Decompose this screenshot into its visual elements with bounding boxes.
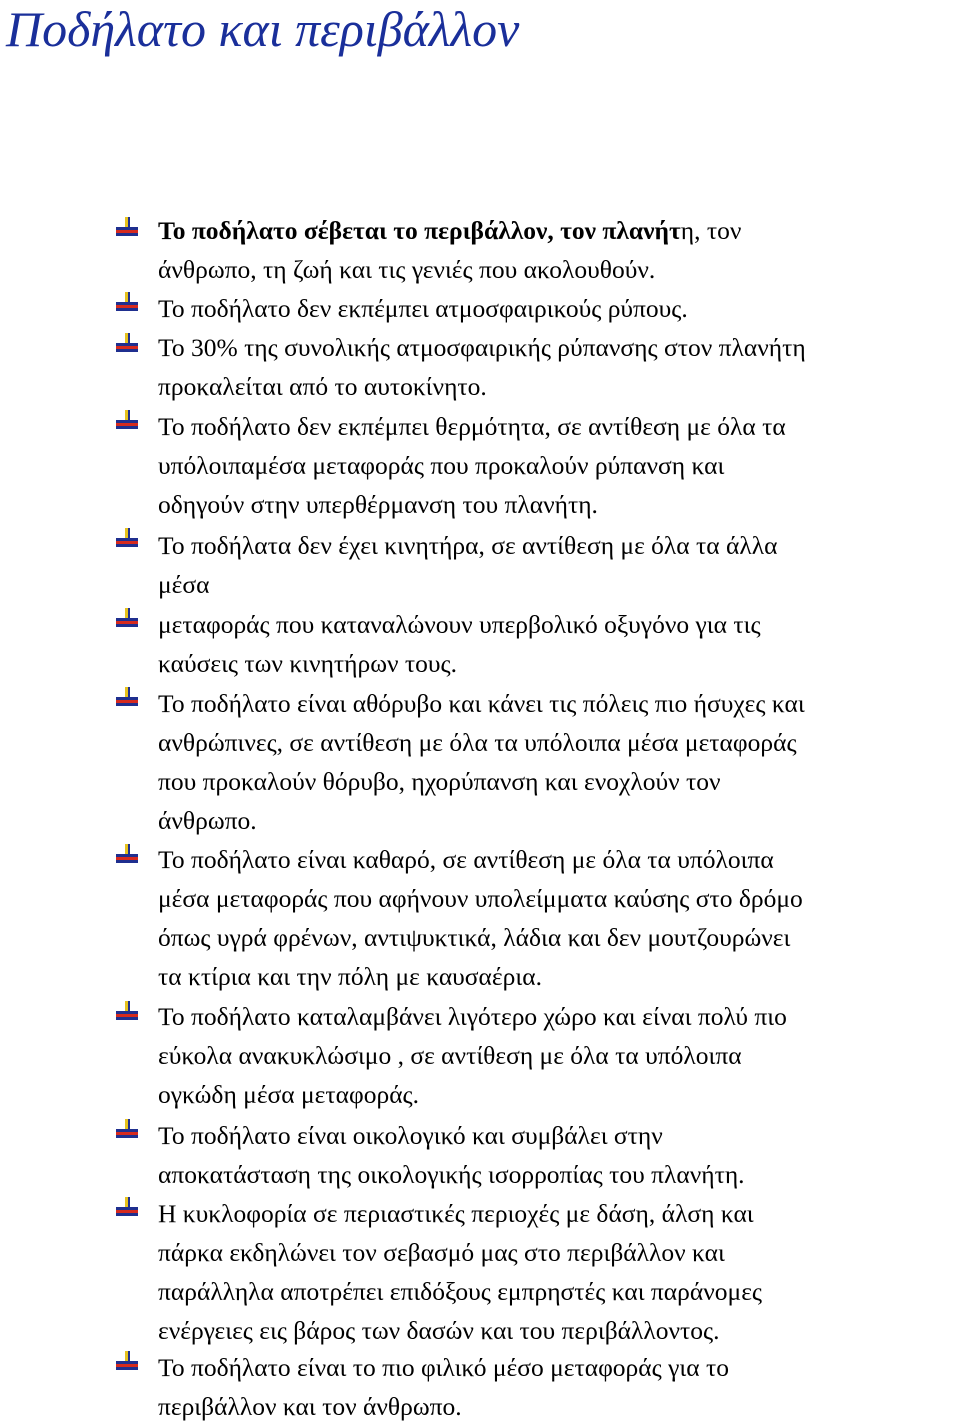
item-line: Το ποδήλατα δεν έχει κινητήρα, σε αντίθεση με όλα τα άλλα (158, 531, 778, 560)
bullet-icon (114, 608, 140, 632)
item-line: Το ποδήλατο δεν εκπέμπει ατμοσφαιρικούς ρύπους. (158, 294, 688, 323)
item-line: παράλληλα αποτρέπει επιδόξους εμπρηστές και παράνομες (158, 1277, 763, 1306)
item-line: πάρκα εκδηλώνει τον σεβασμό μας στο περιβάλλον και (158, 1238, 725, 1267)
bullet-icon (114, 528, 140, 552)
item-line (158, 211, 958, 250)
item-line: εύκολα ανακυκλώσιμο , σε αντίθεση με όλα τα υπόλοιπα (158, 1041, 742, 1070)
item-line: καύσεις των κινητήρων τους. (158, 649, 458, 678)
bullet-icon (114, 217, 140, 241)
bullet-icon (114, 1351, 140, 1375)
bullet-icon (114, 292, 140, 316)
item-line: Το ποδήλατο είναι το πιο φιλικό μέσο μεταφοράς για το (158, 1353, 729, 1382)
item-line: τα κτίρια και την πόλη με καυσαέρια. (158, 962, 542, 991)
item-line: προκαλείται από το αυτοκίνητο. (158, 372, 487, 401)
bullet-icon (114, 1197, 140, 1221)
bullet-icon (114, 333, 140, 357)
item-line: όπως υγρά φρένων, αντιψυκτικά, λάδια και δεν μουτζουρώνει (158, 923, 791, 952)
item-line: Το 30% της συνολικής ατμοσφαιρικής ρύπανσης στον πλανήτη (158, 333, 806, 362)
item-line: Το ποδήλατο είναι καθαρό, σε αντίθεση με όλα τα υπόλοιπα (158, 845, 774, 874)
item-line: Η κυκλοφορία σε περιαστικές περιοχές με δάση, άλση και (158, 1199, 754, 1228)
item-line: ανθρώπινες, σε αντίθεση με όλα τα υπόλοιπα μέσα μεταφοράς (158, 728, 797, 757)
item-line: άνθρωπο, τη ζωή και τις γενιές που ακολουθούν. (158, 255, 656, 284)
item-line: οδηγούν στην υπερθέρμανση του πλανήτη. (158, 490, 598, 519)
item-line: υπόλοιπαμέσα μεταφοράς που προκαλούν ρύπανση και (158, 451, 725, 480)
item-line: Το ποδήλατο είναι αθόρυβο και κάνει τις πόλεις πιο ήσυχες και (158, 689, 805, 718)
item-line: Το ποδήλατο είναι οικολογικό και συμβάλει στην (158, 1121, 663, 1150)
bullet-icon (114, 1001, 140, 1025)
item-line: αποκατάσταση της οικολογικής ισορροπίας του πλανήτη. (158, 1160, 745, 1189)
item-line: Το ποδήλατο καταλαμβάνει λιγότερο χώρο και είναι πολύ πιο (158, 1002, 787, 1031)
item-line: άνθρωπο. (158, 806, 257, 835)
bullet-icon (114, 410, 140, 434)
bullet-icon (114, 687, 140, 711)
bullet-icon (114, 1119, 140, 1143)
item-line: ογκώδη μέσα μεταφοράς. (158, 1080, 420, 1109)
item-line: ενέργειες εις βάρος των δασών και του περιβάλλοντος. (158, 1316, 720, 1345)
item-bold-text: Το ποδήλατο σέβεται το περιβάλλον, τον πλανήτ (158, 216, 681, 245)
item-line: Το ποδήλατο δεν εκπέμπει θερμότητα, σε αντίθεση με όλα τα (158, 412, 786, 441)
page-title: Ποδήλατο και περιβάλλον (6, 1, 520, 57)
item-line: μέσα μεταφοράς που αφήνουν υπολείμματα καύσης στο δρόμο (158, 884, 803, 913)
bullet-icon (114, 844, 140, 868)
item-line: μεταφοράς που καταναλώνουν υπερβολικό οξυγόνο για τις (158, 610, 761, 639)
item-line: περιβάλλον και τον άνθρωπο. (158, 1392, 462, 1421)
item-line: μέσα (158, 570, 210, 599)
item-text: η, τον (680, 216, 742, 245)
item-line: που προκαλούν θόρυβο, ηχορύπανση και ενοχλούν τον (158, 767, 721, 796)
